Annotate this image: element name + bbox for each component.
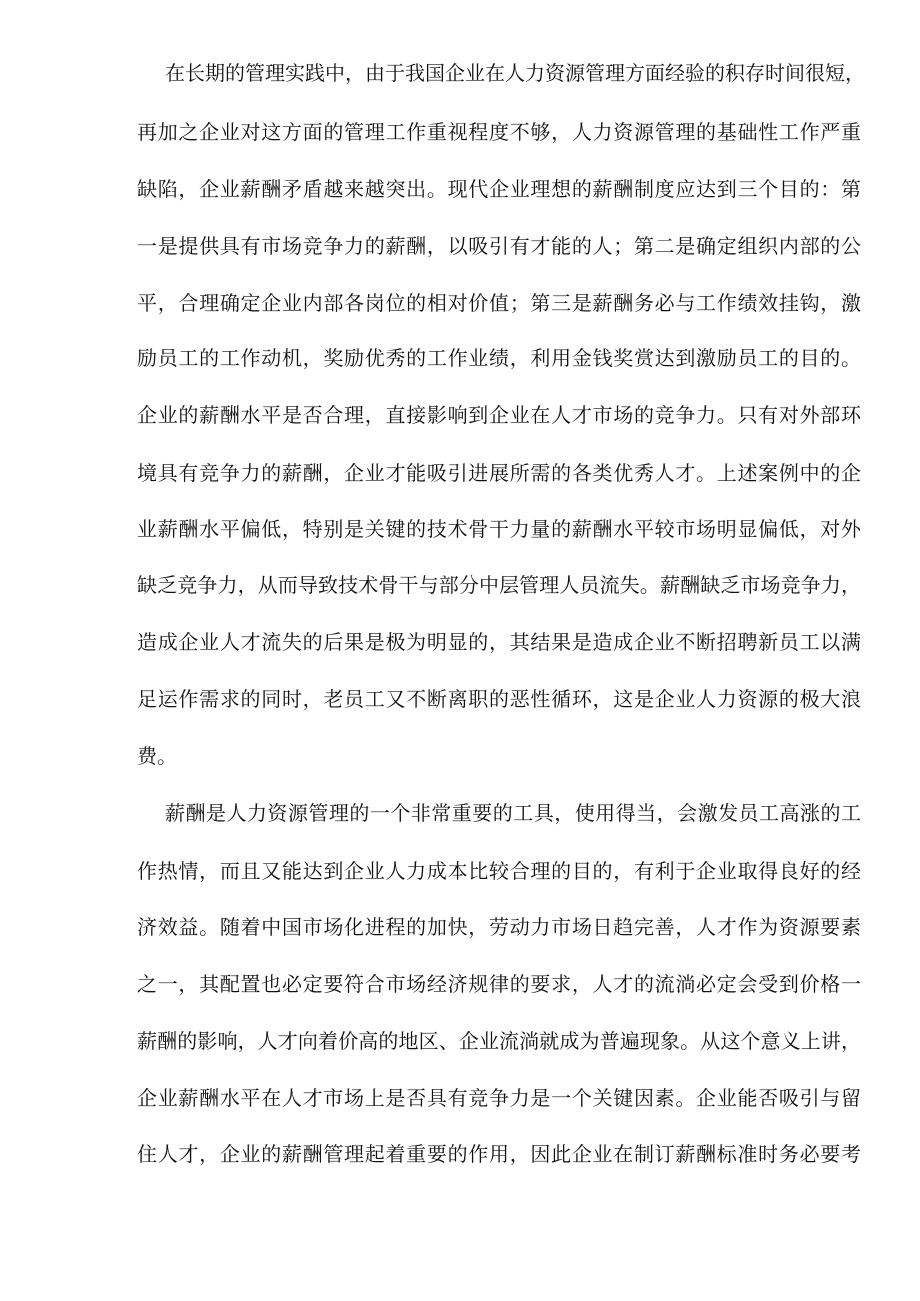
paragraph-1-line-6: 励员工的工作动机，奖励优秀的工作业绩，利用金钱奖赏达到激励员工的目的。 [137, 346, 861, 370]
paragraph-2-line-3: 济效益。随着中国市场化进程的加快，劳动力市场日趋完善，人才作为资源要素 [137, 915, 861, 939]
paragraph-1-line-1: 在长期的管理实践中，由于我国企业在人力资源管理方面经验的积存时间很短， [165, 61, 865, 85]
paragraph-1-line-10: 缺乏竞争力，从而导致技术骨干与部分中层管理人员流失。薪酬缺乏市场竞争力， [137, 573, 861, 597]
paragraph-1-line-5: 平，合理确定企业内部各岗位的相对价值；第三是薪酬务必与工作绩效挂钩，激 [137, 291, 861, 315]
paragraph-1-line-4: 一是提供具有市场竞争力的薪酬，以吸引有才能的人；第二是确定组织内部的公 [137, 234, 861, 258]
paragraph-1-line-2: 再加之企业对这方面的管理工作重视程度不够，人力资源管理的基础性工作严重 [137, 120, 861, 144]
paragraph-2-line-7: 住人才，企业的薪酬管理起着重要的作用，因此企业在制订薪酬标准时务必要考 [137, 1142, 861, 1166]
paragraph-1-line-13: 费。 [137, 744, 177, 768]
paragraph-1-line-12: 足运作需求的同时，老员工又不断离职的恶性循环，这是企业人力资源的极大浪 [137, 687, 861, 711]
paragraph-2-line-2: 作热情，而且又能达到企业人力成本比较合理的目的，有利于企业取得良好的经 [137, 859, 861, 883]
paragraph-2-line-1: 薪酬是人力资源管理的一个非常重要的工具，使用得当，会激发员工高涨的工 [165, 801, 861, 825]
paragraph-1-line-9: 业薪酬水平偏低，特别是关键的技术骨干力量的薪酬水平较市场明显偏低，对外 [137, 517, 861, 541]
paragraph-1-line-3: 缺陷，企业薪酬矛盾越来越突出。现代企业理想的薪酬制度应达到三个目的：第 [137, 177, 861, 201]
paragraph-2-line-4: 之一，其配置也必定要符合市场经济规律的要求，人才的流淌必定会受到价格一 [137, 972, 861, 996]
paragraph-2-line-5: 薪酬的影响，人才向着价高的地区、企业流淌就成为普遍现象。从这个意义上讲， [137, 1029, 861, 1053]
paragraph-1-line-8: 境具有竞争力的薪酬，企业才能吸引进展所需的各类优秀人才。上述案例中的企 [137, 461, 861, 485]
paragraph-2-line-6: 企业薪酬水平在人才市场上是否具有竞争力是一个关键因素。企业能否吸引与留 [137, 1086, 861, 1110]
paragraph-1-line-7: 企业的薪酬水平是否合理，直接影响到企业在人才市场的竞争力。只有对外部环 [137, 403, 861, 427]
paragraph-1-line-11: 造成企业人才流失的后果是极为明显的，其结果是造成企业不断招聘新员工以满 [137, 630, 861, 654]
